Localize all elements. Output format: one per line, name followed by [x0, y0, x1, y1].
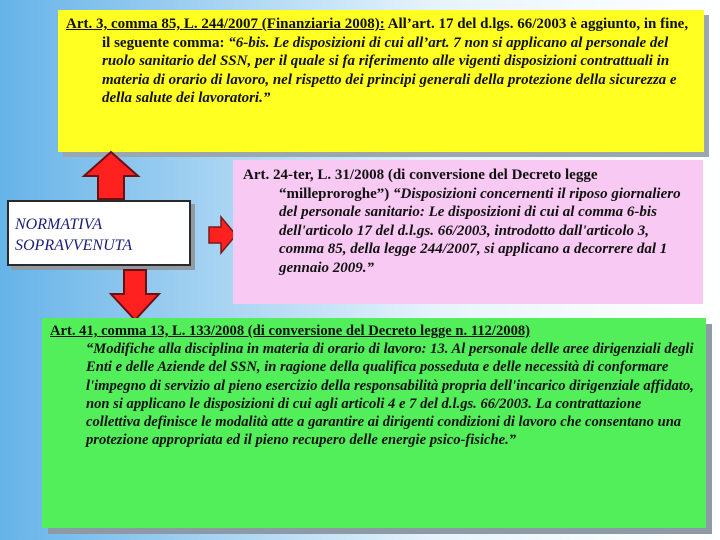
bottom-law-quote: “Modifiche alla disciplina in materia di orario di lavoro: 13. Al personale delle aree dirigenziali degli Enti e delle Aziende del SSN, in ragione della qualifica posseduta e delle necessità di conformare l'impegno di servizio al pieno esercizio della responsabilità propria dell'incarico dirigenziale affidato, non si applicano le disposizioni di cui agli articoli 4 e 7 del d.l.gs. 66/2003. La contrattazione collettiva definisce le modalità atte a garantire ai dirigenti condizioni di lavoro che consentano una protezione appropriata ed il pieno recupero delle energie psico-fisiche.” [86, 341, 694, 449]
bottom-law-text [50, 322, 698, 449]
middle-law-reference: Art. 24-ter, L. 31/2008 (di conversione del Decreto legge “milleproroghe”) [243, 167, 598, 202]
top-law-box [58, 10, 704, 152]
arrow-up-icon [81, 150, 141, 200]
arrow-down-icon [108, 268, 162, 322]
normativa-sopravvenuta-box [7, 200, 191, 266]
top-law-reference: Art. 3, comma 85, L. 244/2007 (Finanziaria 2008): [66, 16, 385, 32]
top-law-intro: All’art. 17 del d.lgs. 66/2003 è aggiunto, in fine, il seguente comma: [102, 16, 689, 51]
bottom-law-reference: Art. 41, comma 13, L. 133/2008 (di conversione del Decreto legge n. 112/2008) [50, 323, 531, 339]
top-law-text [66, 15, 696, 108]
middle-law-text [243, 166, 695, 278]
normativa-line-1: NORMATIVA [15, 216, 103, 233]
bottom-law-box [42, 318, 706, 528]
middle-law-box [233, 160, 703, 304]
normativa-line-2: SOPRAVVENUTA [15, 237, 133, 254]
middle-law-quote: “Disposizioni concernenti il riposo giornaliero del personale sanitario: Le disposizioni di cui al comma 6-bis dell'articolo 17 del d.l.gs. 66/2003, introdotto dall'articolo 3, comma 85, della legge 244/2007, si applicano a decorrere dal 1 gennaio 2009.” [279, 185, 681, 276]
top-law-quote: “6-bis. Le disposizioni di cui all’art. 7 non si applicano al personale del ruolo sanitario del SSN, per il quale si fa riferimento alle vigenti disposizioni contrattuali in materia di orario di lavoro, nel rispetto dei principi generali della protezione della sicurezza e della salute dei lavoratori.” [102, 34, 677, 107]
